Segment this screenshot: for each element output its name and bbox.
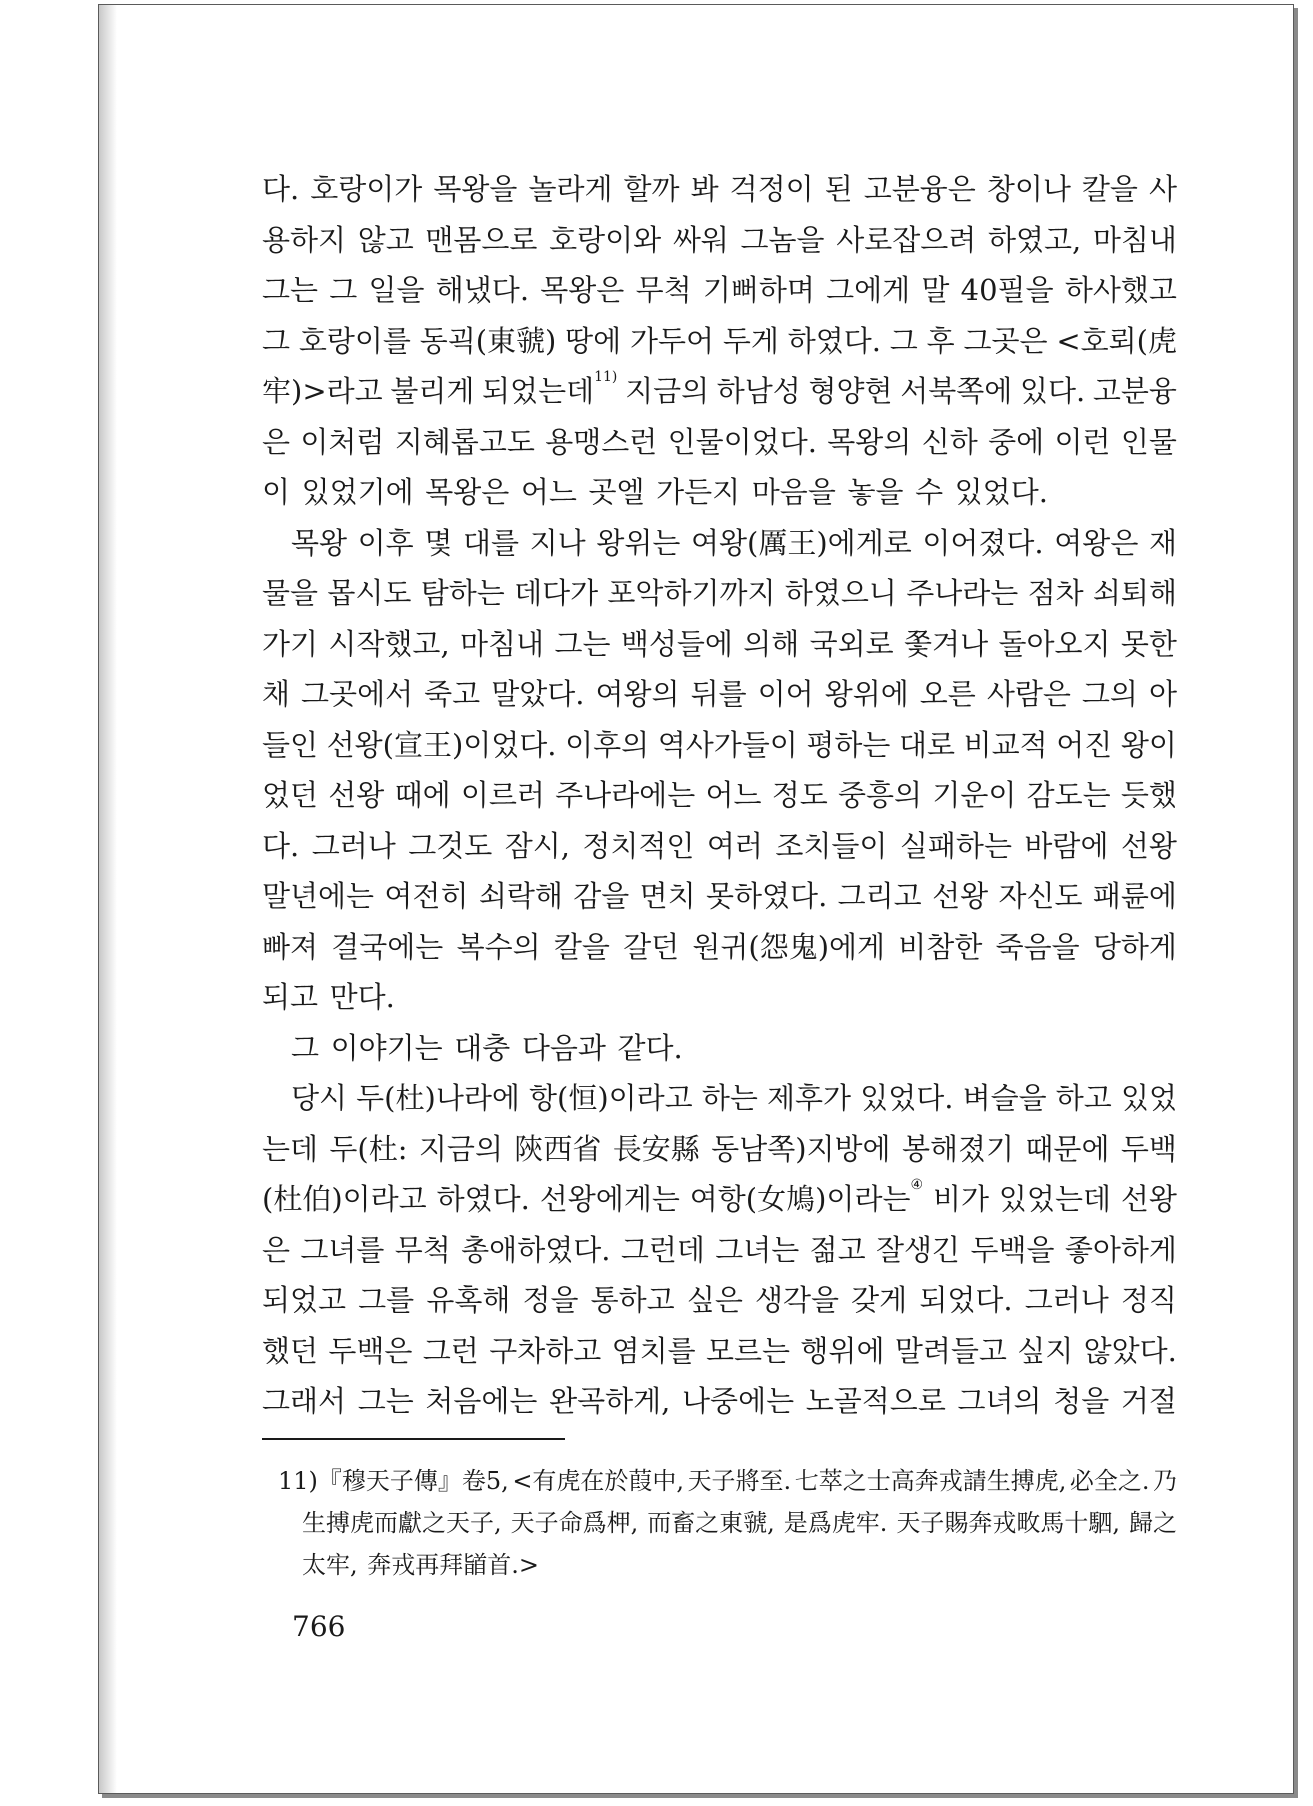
text-word: 대를: [463, 525, 520, 560]
text-word: 있었다.: [954, 475, 1048, 509]
text-word: 몇: [424, 525, 453, 560]
text-word: 마침내: [460, 626, 545, 661]
text-word: 쫓겨나: [904, 626, 989, 661]
text-word: 두(杜)나라에: [356, 1081, 520, 1115]
text-word: 구차하고: [489, 1333, 602, 1368]
text-word: 선왕: [328, 778, 385, 812]
text-word: 봐: [690, 172, 719, 206]
text-word: 불리게: [390, 374, 475, 408]
text-word: 싸워: [672, 222, 729, 257]
text-word: 하고: [1055, 1081, 1112, 1115]
text-word: 때에: [394, 778, 451, 812]
text-word: 용맹스런: [545, 424, 658, 459]
text-word: 처음에는: [425, 1384, 538, 1418]
text-word: 돌아오지: [998, 626, 1111, 661]
text-word: 해냈다.: [435, 273, 530, 307]
text-word: 된: [824, 172, 853, 206]
text-word: 두백: [1120, 1131, 1177, 1166]
body-line: [262, 265, 1177, 316]
text-word: 생각을: [754, 1283, 840, 1317]
text-word: 하였다.: [436, 1182, 530, 1216]
text-word: 복수의: [456, 929, 541, 964]
text-word: 두게: [722, 323, 779, 358]
text-word: 지금의: [625, 374, 710, 408]
text-word: 중흥의: [838, 778, 923, 812]
text-word: 그래서: [262, 1384, 347, 1418]
body-line: [262, 1073, 1177, 1124]
body-line: [262, 922, 1177, 973]
text-word: 而畜之東虢,: [647, 1509, 775, 1537]
text-word: 때문에: [1025, 1131, 1110, 1166]
text-word: 했던: [262, 1333, 319, 1368]
text-word: 원귀(怨鬼)에게: [692, 929, 886, 964]
text-word: 정을: [522, 1283, 579, 1317]
text-word: 是爲虎牢.: [783, 1509, 888, 1537]
text-word: 갈던: [623, 929, 680, 964]
text-word: 그녀를: [300, 1232, 385, 1267]
text-word: 할까: [623, 172, 680, 206]
text-word: 사로잡으려: [836, 222, 977, 257]
footnote-marker: 11): [594, 369, 618, 385]
body-line: [262, 619, 1177, 670]
body-line: [262, 821, 1177, 872]
text-word: 조치들이: [775, 828, 888, 863]
text-word: 고분융: [1092, 374, 1177, 408]
text-word: 목왕: [291, 525, 348, 560]
text-word: 이어졌다.: [922, 525, 1044, 560]
text-word: 七萃之士高奔戎請生搏虎,: [794, 1467, 1067, 1495]
text-word: 정치적인: [582, 828, 695, 863]
text-word: 그에게: [826, 273, 911, 307]
text-word: 牢)>라고: [262, 374, 383, 408]
text-word: 놓을: [847, 475, 904, 509]
text-word: 되었고: [262, 1283, 347, 1317]
text-word: 시작했고,: [328, 626, 450, 661]
text-word: 봉해졌기: [901, 1131, 1015, 1166]
text-word: 말려들고: [894, 1333, 1007, 1368]
text-word: 가기: [262, 626, 319, 661]
text-word: 하였다.: [787, 323, 881, 358]
text-word: 쇠퇴해: [1092, 576, 1177, 610]
text-word: 용하지: [262, 222, 347, 257]
text-word: 다.: [262, 828, 300, 863]
text-word: 역사가들이: [657, 727, 798, 762]
text-word: 정직: [1120, 1283, 1177, 1317]
text-word: 싶지: [1017, 1333, 1074, 1368]
text-word: 항(恒)이라고: [529, 1081, 693, 1115]
text-word: 않았다.: [1083, 1333, 1177, 1368]
text-word: 호랑이가: [310, 172, 423, 206]
text-word: 않고: [357, 222, 414, 257]
text-word: 가두어: [630, 323, 715, 358]
text-word: 그놈을: [740, 222, 825, 257]
text-word: 마음을: [751, 475, 836, 509]
body-line: [262, 972, 1177, 1023]
text-word: 그는: [357, 1384, 414, 1418]
text-word: 이후: [357, 525, 414, 560]
text-word: 그곳은: [963, 323, 1048, 358]
text-word: 자신도: [998, 879, 1083, 913]
text-word: 陝西省: [514, 1131, 602, 1166]
text-word: 노골적으로: [805, 1384, 946, 1418]
body-line: [262, 467, 1177, 518]
body-text: [262, 164, 1177, 1427]
text-word: 다.: [262, 172, 300, 206]
body-line: [262, 1124, 1177, 1175]
text-word: 가든지: [656, 475, 741, 509]
text-word: 여항(女鳩)이라는④: [689, 1177, 924, 1216]
text-word: 거절: [1120, 1384, 1177, 1418]
text-word: 왕위는: [596, 525, 681, 560]
text-word: 뒤를: [690, 677, 747, 711]
text-word: 太牢,: [302, 1551, 358, 1579]
text-word: 선왕에게는: [539, 1182, 680, 1216]
text-word: 의해: [743, 626, 800, 661]
text-word: 두(杜:: [329, 1131, 408, 1166]
text-word: 11)『穆天子傳』卷5,: [278, 1467, 509, 1495]
text-word: 무척: [635, 273, 692, 307]
text-word: 쇠락해: [478, 879, 563, 913]
footnote-line: [278, 1544, 1177, 1586]
footnote: [278, 1460, 1177, 1586]
text-word: 그러나: [1024, 1283, 1109, 1317]
footnote-marker: ④: [910, 1177, 924, 1193]
text-word: 감도는: [1026, 778, 1111, 812]
text-word: 기운이: [932, 778, 1017, 812]
text-word: 청을: [1053, 1384, 1110, 1418]
text-word: 이르러: [460, 778, 545, 812]
text-word: 호랑이를: [298, 323, 411, 358]
text-word: 하는: [701, 1081, 758, 1115]
body-line: [262, 871, 1177, 922]
text-word: 젊고: [809, 1232, 866, 1267]
text-word: 데다가: [514, 576, 599, 610]
text-word: 長安縣: [612, 1131, 700, 1166]
text-word: 되었다.: [919, 1283, 1013, 1317]
text-word: 제후가: [767, 1081, 852, 1115]
text-word: 평하는: [806, 727, 891, 762]
text-word: 포악하기까지: [607, 576, 776, 610]
text-word: 대충: [454, 1030, 511, 1065]
text-word: 목왕의: [827, 424, 912, 459]
text-word: 기뻐하며: [702, 273, 815, 307]
text-word: 주나라에는: [555, 778, 696, 812]
text-word: 백성들에: [620, 626, 733, 661]
body-line: [262, 669, 1177, 720]
text-word: 동괵(東虢): [419, 323, 557, 358]
text-word: 비참한: [898, 929, 983, 964]
text-word: 주나라는: [906, 576, 1019, 610]
text-word: 당시: [291, 1081, 348, 1115]
text-word: 말: [921, 273, 950, 307]
body-line: [262, 568, 1177, 619]
text-word: 점차: [1027, 576, 1084, 610]
text-word: 곳엘: [588, 475, 645, 509]
text-word: 이어: [757, 677, 814, 711]
text-word: 하사했고: [1064, 273, 1177, 307]
text-word: 여왕은: [1054, 525, 1139, 560]
text-word: 은: [262, 1232, 291, 1267]
text-word: 지금의: [418, 1131, 503, 1166]
text-word: 선왕: [932, 879, 989, 913]
text-word: 必全之.: [1069, 1467, 1150, 1495]
text-word: 일을: [368, 273, 425, 307]
text-word: 감을: [573, 879, 630, 913]
text-word: 채: [262, 677, 291, 711]
text-word: 하남성: [716, 374, 801, 408]
text-word: 동남쪽)지방에: [711, 1131, 891, 1166]
body-line: [262, 770, 1177, 821]
text-word: 그는: [262, 273, 319, 307]
text-word: 죽고: [424, 677, 481, 711]
text-word: 그: [329, 273, 358, 307]
text-word: 잠시,: [504, 828, 570, 863]
text-word: 듯했: [1120, 778, 1177, 812]
text-word: 유혹해: [426, 1283, 511, 1317]
text-word: 그녀는: [715, 1232, 800, 1267]
text-word: 乃: [1152, 1467, 1177, 1495]
text-word: 싶은: [686, 1283, 743, 1317]
text-word: 칼을: [1081, 172, 1138, 206]
text-word: 歸之: [1128, 1509, 1177, 1537]
text-word: 인물이었다.: [667, 424, 817, 459]
text-word: 들인: [262, 727, 319, 762]
text-word: 있었: [1120, 1081, 1177, 1115]
text-word: 그곳에서: [301, 677, 414, 711]
text-word: 어느: [705, 778, 762, 812]
text-word: 있다.: [1019, 374, 1086, 408]
body-line: [262, 1225, 1177, 1276]
text-word: 天子命爲柙,: [510, 1509, 639, 1537]
text-word: 그는: [554, 626, 611, 661]
text-word: 40필을: [960, 273, 1054, 307]
text-word: 신하: [921, 424, 978, 459]
text-word: 天子賜奔戎畋馬十駟,: [896, 1509, 1121, 1537]
text-word: 서북쪽에: [900, 374, 1013, 408]
text-word: 奔戎再拜䭫首.>: [367, 1551, 539, 1579]
text-word: 하였으니: [784, 576, 897, 610]
text-word: 왕이: [1120, 727, 1177, 762]
text-word: 걱정이: [729, 172, 814, 206]
text-word: 국외로: [809, 626, 894, 661]
text-word: 호랑이와: [549, 222, 662, 257]
text-word: 마침내: [1092, 222, 1177, 257]
text-word: 땅에: [565, 323, 622, 358]
text-word: (杜伯)이라고: [262, 1182, 427, 1216]
text-word: 놀라게: [528, 172, 613, 206]
text-word: 왕위에: [824, 677, 909, 711]
text-word: 갖게: [851, 1283, 908, 1317]
text-word: 염치를: [611, 1333, 696, 1368]
text-word: 있었는데: [998, 1182, 1111, 1216]
text-word: 목왕은: [425, 475, 510, 509]
page-number: 766: [292, 1610, 346, 1643]
text-word: 여전히: [384, 879, 469, 913]
text-word: 이처럼: [300, 424, 385, 459]
text-word: 은: [262, 424, 291, 459]
text-word: 통하고: [590, 1283, 675, 1317]
text-word: 물을: [262, 576, 319, 610]
text-word: 되었는데$^{11)}$: [482, 369, 618, 408]
text-word: 있었기에: [301, 475, 414, 509]
text-word: 총애하였다.: [461, 1232, 611, 1267]
text-word: <有虎在於葭中,: [512, 1467, 685, 1495]
text-word: 는데: [262, 1131, 319, 1166]
text-word: 몹시도: [327, 576, 412, 610]
text-word: 고분융은: [863, 172, 976, 206]
text-word: 죽음을: [995, 929, 1080, 964]
text-word: 사람은: [986, 677, 1071, 711]
text-word: 면치: [639, 879, 696, 913]
text-word: 비교적: [963, 727, 1048, 762]
body-line: [262, 164, 1177, 215]
text-word: 그: [889, 323, 918, 358]
text-word: 선왕(宣王)이었다.: [326, 727, 557, 762]
text-word: 선왕: [1120, 1182, 1177, 1216]
text-word: 그의: [1081, 677, 1138, 711]
text-word: 중에: [988, 424, 1045, 459]
text-word: 행위에: [800, 1333, 885, 1368]
page-binding-shade: [99, 5, 117, 1793]
text-word: 이후의: [565, 727, 650, 762]
text-word: 어느: [520, 475, 577, 509]
text-word: 아: [1148, 677, 1177, 711]
body-line: [262, 1023, 1177, 1074]
text-word: 하였고,: [987, 222, 1082, 257]
text-word: 그것도: [408, 828, 493, 863]
text-word: 여왕(厲王)에게로: [691, 525, 912, 560]
text-word: 좋아하게: [1064, 1232, 1177, 1267]
text-word: 창이나: [986, 172, 1071, 206]
text-word: 수: [915, 475, 944, 509]
text-word: 두백을: [970, 1232, 1055, 1267]
text-word: 그런데: [620, 1232, 705, 1267]
text-word: 벼슬을: [962, 1081, 1047, 1115]
footnote-line: [278, 1460, 1177, 1502]
text-word: 당하게: [1092, 929, 1177, 964]
text-word: 이런: [1054, 424, 1111, 459]
body-line: [262, 1376, 1177, 1427]
text-word: 빠져: [262, 929, 319, 964]
body-line: [262, 366, 1177, 417]
text-word: 모르는: [706, 1333, 791, 1368]
text-word: 대로: [899, 727, 956, 762]
text-word: 그: [262, 323, 291, 358]
text-word: <호뢰(虎: [1056, 323, 1177, 358]
text-word: 정도: [771, 778, 828, 812]
text-word: 무척: [394, 1232, 451, 1267]
text-word: 나중에는: [682, 1384, 795, 1418]
text-word: 있었다.: [860, 1081, 954, 1115]
text-word: 맨몸으로: [425, 222, 538, 257]
text-word: 지나: [529, 525, 586, 560]
body-line: [262, 1174, 1177, 1225]
text-word: 지혜롭고도: [394, 424, 535, 459]
text-word: 같다.: [617, 1030, 683, 1065]
text-word: 말았다.: [491, 677, 585, 711]
text-word: 그를: [358, 1283, 415, 1317]
text-word: 오른: [919, 677, 976, 711]
text-word: 그러나: [311, 828, 396, 863]
text-word: 바람에: [1024, 828, 1109, 863]
text-word: 말년에는: [262, 879, 375, 913]
body-line: [262, 1326, 1177, 1377]
text-word: 되고: [262, 980, 319, 1014]
body-line: [262, 518, 1177, 569]
text-word: 天子將至.: [687, 1467, 792, 1495]
body-line: [262, 316, 1177, 367]
text-word: 목왕을: [433, 172, 518, 206]
text-word: 여왕의: [595, 677, 680, 711]
text-word: 인물: [1120, 424, 1177, 459]
text-word: 두백은: [328, 1333, 413, 1368]
text-word: 재: [1148, 525, 1177, 560]
text-word: 못하였다.: [706, 879, 828, 913]
body-line: [262, 417, 1177, 468]
text-word: 결국에는: [331, 929, 444, 964]
text-word: 사: [1148, 172, 1177, 206]
text-word: 만다.: [329, 980, 395, 1014]
text-word: 완곡하게,: [549, 1384, 671, 1418]
text-word: 탐하는: [420, 576, 505, 610]
text-word: 선왕: [1120, 828, 1177, 863]
text-word: 이야기는: [330, 1030, 443, 1065]
text-word: 그: [291, 1030, 320, 1065]
text-word: 다음과: [521, 1030, 606, 1065]
text-word: 패륜에: [1092, 879, 1177, 913]
text-word: 그녀의: [957, 1384, 1042, 1418]
body-line: [262, 215, 1177, 266]
text-word: 이: [262, 475, 291, 509]
footnote-line: [278, 1502, 1177, 1544]
text-word: 그리고: [837, 879, 922, 913]
text-word: 형양현: [808, 374, 893, 408]
text-word: 칼을: [553, 929, 610, 964]
text-word: 生搏虎而獻之天子,: [302, 1509, 502, 1537]
text-word: 못한: [1120, 626, 1177, 661]
text-word: 여러: [706, 828, 763, 863]
text-word: 어진: [1056, 727, 1113, 762]
body-line: [262, 1275, 1177, 1326]
text-word: 었던: [262, 778, 319, 812]
text-word: 실패하는: [899, 828, 1012, 863]
footnote-divider: [262, 1438, 565, 1440]
body-line: [262, 720, 1177, 771]
text-word: 목왕은: [540, 273, 625, 307]
text-word: 후: [926, 323, 955, 358]
text-word: 그런: [422, 1333, 479, 1368]
text-word: 잘생긴: [876, 1232, 961, 1267]
text-word: 비가: [932, 1182, 989, 1216]
